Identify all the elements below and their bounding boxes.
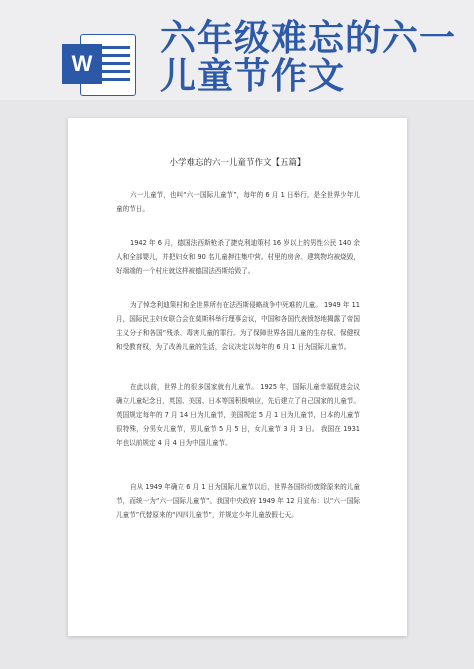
document-preview[interactable] [68, 118, 407, 636]
icon-line [100, 78, 130, 81]
paragraph: 在此以前，世界上的很多国家就有儿童节。 1925 年，国际儿童幸福促进会议确立儿童纪念日，英国、美国、日本等国积极响应，先后建立了自己国家的儿童节。英国规定每年的 7 月 14 日为儿童节，美国规定 5 月 1 日为儿童节，日本的儿童节很特殊，分男女儿童节，男儿童节 5 月 5 日，女儿童节 3 月 3 日。 我国在 1931 年也以前规定 4 月 4 日为中国儿童节。 [116, 383, 360, 447]
paragraph: 六一儿童节，也叫“六一国际儿童节”，每年的 6 月 1 日举行，是全世界少年儿童的节日。 [116, 191, 360, 213]
page-title [160, 20, 470, 96]
paragraph: 自从 1949 年确立 6 月 1 日为国际儿童节以后，世界各国纷纷废除原来的儿童节，而统一为“六一国际儿童节”。我国中央政府 1949 年 12 月宣布：以“六一国际儿童节”代替原来的“四四儿童节”，并规定少年儿童放假七天。 [116, 483, 360, 519]
paragraph: 1942 年 6 月，德国法西斯枪杀了捷克利迪策村 16 岁以上的男性公民 140 余人和全部婴儿，并把妇女和 90 名儿童押往集中营。村里的房舍、建筑物均被烧毁，好端端的一个村庄就这样被德国法西斯给毁了。 [116, 239, 360, 275]
icon-line [100, 70, 130, 73]
icon-line [100, 54, 130, 57]
icon-line [100, 46, 130, 49]
paragraph: 为了悼念利迪策村和全世界所有在法西斯侵略战争中死难的儿童。 1949 年 11 月，国际民主妇女联合会在莫斯科举行理事会议，中国和各国代表愤怒地揭露了帝国主义分子和各国“残杀、毒害儿童的罪行。为了保障世界各国儿童的生存权、保健权和受教育权，为了改善儿童的生活，会议决定以每年的 6 月 1 日为国际儿童节。 [116, 301, 360, 351]
icon-line [100, 62, 130, 65]
banner-header [0, 0, 474, 100]
title-line-1: 六年级难忘的六一 [160, 18, 457, 59]
word-document-icon [62, 34, 140, 96]
document-title: 小学难忘的六一儿童节作文【五篇】 [169, 158, 306, 168]
word-badge: W [62, 44, 102, 84]
title-line-2: 儿童节作文 [160, 56, 346, 97]
